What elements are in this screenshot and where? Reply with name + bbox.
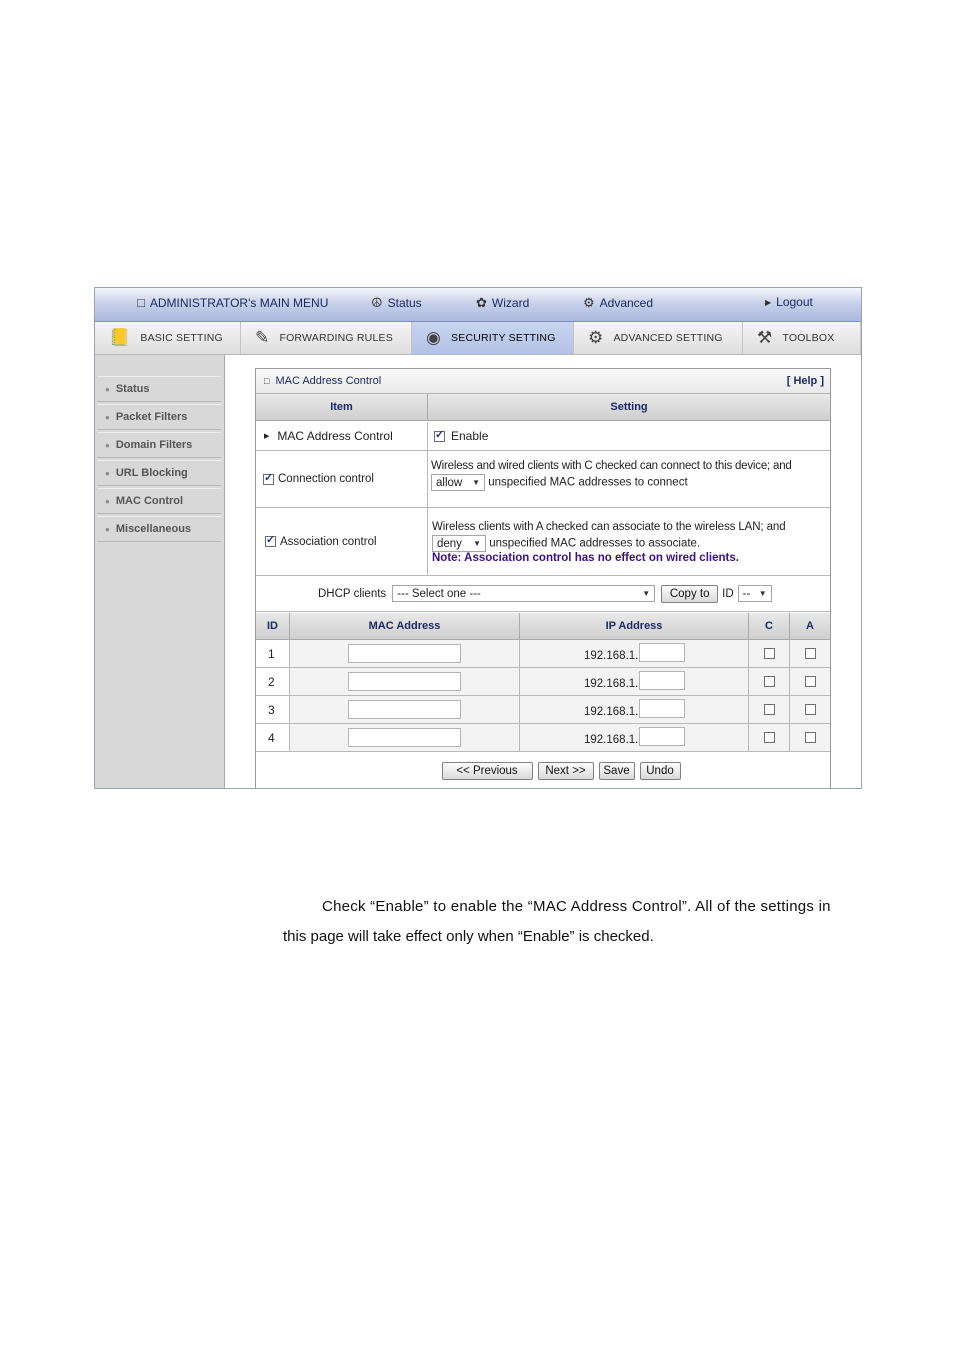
wizard-label: Wizard <box>491 296 530 310</box>
bullet-icon: ● <box>105 440 110 450</box>
panel-title: MAC Address Control <box>275 375 382 387</box>
connection-control-label: Connection control <box>278 473 374 485</box>
bullet-icon: ● <box>105 468 110 478</box>
connection-description: Wireless and wired clients with C checked can connect to this device; and <box>431 460 792 472</box>
ip-prefix: 192.168.1. <box>584 705 639 718</box>
table-row-c-cell <box>749 724 790 752</box>
ip-suffix-input[interactable] <box>639 671 685 690</box>
dhcp-clients-row <box>256 576 830 612</box>
table-row-id: 2 <box>256 668 290 696</box>
mac-address-input[interactable] <box>348 728 461 747</box>
sidebar-item-miscellaneous[interactable] <box>97 516 221 542</box>
col-c-label: C <box>765 620 773 632</box>
table-row-a-cell <box>790 640 830 668</box>
tab-forwarding-rules[interactable] <box>241 322 412 354</box>
connect-checkbox[interactable] <box>764 704 775 715</box>
associate-checkbox[interactable] <box>805 732 816 743</box>
tab-label: BASIC SETTING <box>140 332 223 344</box>
association-description: Wireless clients with A checked can associate to the wireless LAN; and <box>432 521 786 533</box>
person-info-icon: ☮ <box>371 295 383 310</box>
help-link[interactable]: [ Help ] <box>786 375 824 387</box>
sidebar-item-mac-control[interactable] <box>97 488 221 514</box>
col-id-label: ID <box>267 620 278 632</box>
chevron-down-icon: ▼ <box>758 589 767 598</box>
table-row-a-cell <box>790 696 830 724</box>
forwarding-icon: ✎ <box>255 328 270 347</box>
associate-checkbox[interactable] <box>805 676 816 687</box>
association-policy-select[interactable] <box>432 535 486 552</box>
sidebar-item-packet-filters[interactable] <box>97 404 221 430</box>
security-icon: ◉ <box>426 328 442 347</box>
connection-suffix: unspecified MAC addresses to connect <box>488 476 688 489</box>
caption-line-1 <box>322 898 862 915</box>
dhcp-clients-value: --- Select one --- <box>397 587 481 600</box>
sidebar-item-label: URL Blocking <box>115 467 188 479</box>
association-control-item-cell <box>256 508 428 576</box>
sidebar-item-label: Domain Filters <box>115 439 193 451</box>
tab-label: FORWARDING RULES <box>279 332 393 344</box>
table-row-c-cell <box>749 668 790 696</box>
advanced-label: Advanced <box>599 296 654 310</box>
tab-toolbox[interactable] <box>743 322 861 354</box>
col-mac-label: MAC Address <box>368 620 441 632</box>
chevron-down-icon: ▼ <box>642 589 651 598</box>
connection-control-item-cell <box>256 451 428 508</box>
sidebar-item-label: Packet Filters <box>115 411 188 423</box>
association-control-setting-cell <box>428 508 830 576</box>
enable-checkbox[interactable] <box>434 431 445 442</box>
table-row-mac-cell <box>290 640 520 668</box>
col-c-header <box>749 613 790 640</box>
bullet-icon: ● <box>105 384 110 394</box>
previous-button[interactable]: << Previous <box>442 762 533 780</box>
tab-label: TOOLBOX <box>782 332 835 344</box>
col-a-label: A <box>806 620 814 632</box>
connect-checkbox[interactable] <box>764 648 775 659</box>
bullet-icon: ● <box>105 496 110 506</box>
association-suffix: unspecified MAC addresses to associate. <box>489 537 701 550</box>
logout-label: Logout <box>776 295 813 309</box>
col-id-header <box>256 613 290 640</box>
connect-checkbox[interactable] <box>764 676 775 687</box>
table-row-ip-cell <box>520 640 749 668</box>
id-select[interactable] <box>738 585 772 602</box>
panel-title-bar <box>256 369 830 394</box>
main-menu-link[interactable] <box>137 295 328 310</box>
copy-to-button[interactable]: Copy to <box>661 585 718 603</box>
table-row-id: 4 <box>256 724 290 752</box>
window-icon: □ <box>264 376 270 386</box>
sidebar-item-status[interactable] <box>97 376 221 402</box>
connection-policy-value: allow <box>436 476 463 489</box>
table-row-a-cell <box>790 668 830 696</box>
tab-advanced-setting[interactable] <box>574 322 743 354</box>
tab-basic-setting[interactable] <box>95 322 241 354</box>
undo-button[interactable]: Undo <box>640 762 681 780</box>
id-select-value: -- <box>742 587 751 600</box>
ip-suffix-input[interactable] <box>639 727 685 746</box>
association-control-label: Association control <box>280 535 377 548</box>
button-row <box>256 752 830 789</box>
caption-text-1: Check “Enable” to enable the “MAC Address Control”. All of the settings in <box>322 898 831 915</box>
association-note: Note: Association control has no effect on wired clients. <box>432 552 739 564</box>
main-menu-label: ADMINISTRATOR's MAIN MENU <box>149 295 329 310</box>
wizard-icon: ✿ <box>476 295 487 310</box>
table-row-ip-cell <box>520 724 749 752</box>
tab-security-setting[interactable] <box>412 322 574 354</box>
arrow-right-icon: ▶ <box>264 433 270 440</box>
associate-checkbox[interactable] <box>805 648 816 659</box>
bullet-icon: ● <box>105 412 110 422</box>
mac-address-input[interactable] <box>348 700 461 719</box>
association-policy-value: deny <box>437 537 462 550</box>
next-button[interactable]: Next >> <box>538 762 594 780</box>
sidebar-item-url-blocking[interactable] <box>97 460 221 486</box>
tab-label: ADVANCED SETTING <box>613 332 723 344</box>
mac-control-item-cell <box>256 422 428 451</box>
chevron-down-icon: ▼ <box>472 478 480 487</box>
save-button[interactable]: Save <box>599 762 635 780</box>
association-control-checkbox[interactable] <box>265 536 276 547</box>
dhcp-clients-label: DHCP clients <box>318 587 387 600</box>
main-tab-bar <box>95 322 861 355</box>
ip-suffix-input[interactable] <box>639 643 685 662</box>
router-admin-screenshot <box>94 287 862 789</box>
connect-checkbox[interactable] <box>764 732 775 743</box>
sidebar-item-domain-filters[interactable] <box>97 432 221 458</box>
dhcp-clients-select[interactable] <box>392 585 655 602</box>
advanced-setting-icon: ⚙ <box>588 328 604 347</box>
sidebar-item-label: Status <box>115 383 150 395</box>
top-menu-bar <box>95 288 861 322</box>
col-ip-label: IP Address <box>605 620 663 632</box>
toolbox-icon: ⚒ <box>757 328 773 347</box>
status-label: Status <box>387 296 422 310</box>
col-mac-header <box>290 613 520 640</box>
table-row-a-cell <box>790 724 830 752</box>
table-row-ip-cell <box>520 668 749 696</box>
caption-line-2: this page will take effect only when “Enable” is checked. <box>283 928 654 945</box>
connection-policy-select[interactable] <box>431 474 485 491</box>
ip-prefix: 192.168.1. <box>584 677 639 690</box>
logout-link[interactable] <box>765 295 813 309</box>
advanced-link[interactable] <box>583 295 653 311</box>
ip-suffix-input[interactable] <box>639 699 685 718</box>
mac-address-control-panel <box>255 368 831 789</box>
table-row-mac-cell <box>290 724 520 752</box>
ip-prefix: 192.168.1. <box>584 649 639 662</box>
table-row-id: 3 <box>256 696 290 724</box>
tab-label: SECURITY SETTING <box>451 332 556 344</box>
enable-label: Enable <box>451 429 489 443</box>
status-link[interactable] <box>371 295 422 311</box>
table-row-ip-cell <box>520 696 749 724</box>
connection-control-setting-cell <box>428 451 830 508</box>
mac-control-label: MAC Address Control <box>277 429 393 443</box>
sidebar-item-label: MAC Control <box>115 495 184 507</box>
connection-control-checkbox[interactable] <box>263 474 274 485</box>
col-setting-label: Setting <box>610 401 648 413</box>
table-row-id: 1 <box>256 640 290 668</box>
col-a-header <box>790 613 830 640</box>
col-ip-header <box>520 613 749 640</box>
table-row-mac-cell <box>290 696 520 724</box>
advanced-icon: ⚙ <box>583 295 595 310</box>
bullet-icon: ● <box>105 524 110 534</box>
ip-prefix: 192.168.1. <box>584 733 639 746</box>
mac-address-input[interactable] <box>348 644 461 663</box>
col-setting-header <box>428 394 830 421</box>
notebook-icon: 📒 <box>109 328 131 347</box>
table-row-c-cell <box>749 640 790 668</box>
window-icon: □ <box>137 295 145 310</box>
sidebar-item-label: Miscellaneous <box>115 523 192 535</box>
sidebar <box>95 355 225 789</box>
col-item-label: Item <box>330 401 353 413</box>
col-item-header <box>256 394 428 421</box>
wizard-link[interactable] <box>476 295 529 311</box>
associate-checkbox[interactable] <box>805 704 816 715</box>
table-row-mac-cell <box>290 668 520 696</box>
mac-control-setting-cell <box>428 422 830 451</box>
chevron-down-icon: ▼ <box>473 539 481 548</box>
table-row-c-cell <box>749 696 790 724</box>
mac-address-input[interactable] <box>348 672 461 691</box>
arrow-right-icon: ▶ <box>765 297 772 307</box>
id-label: ID <box>722 587 734 600</box>
